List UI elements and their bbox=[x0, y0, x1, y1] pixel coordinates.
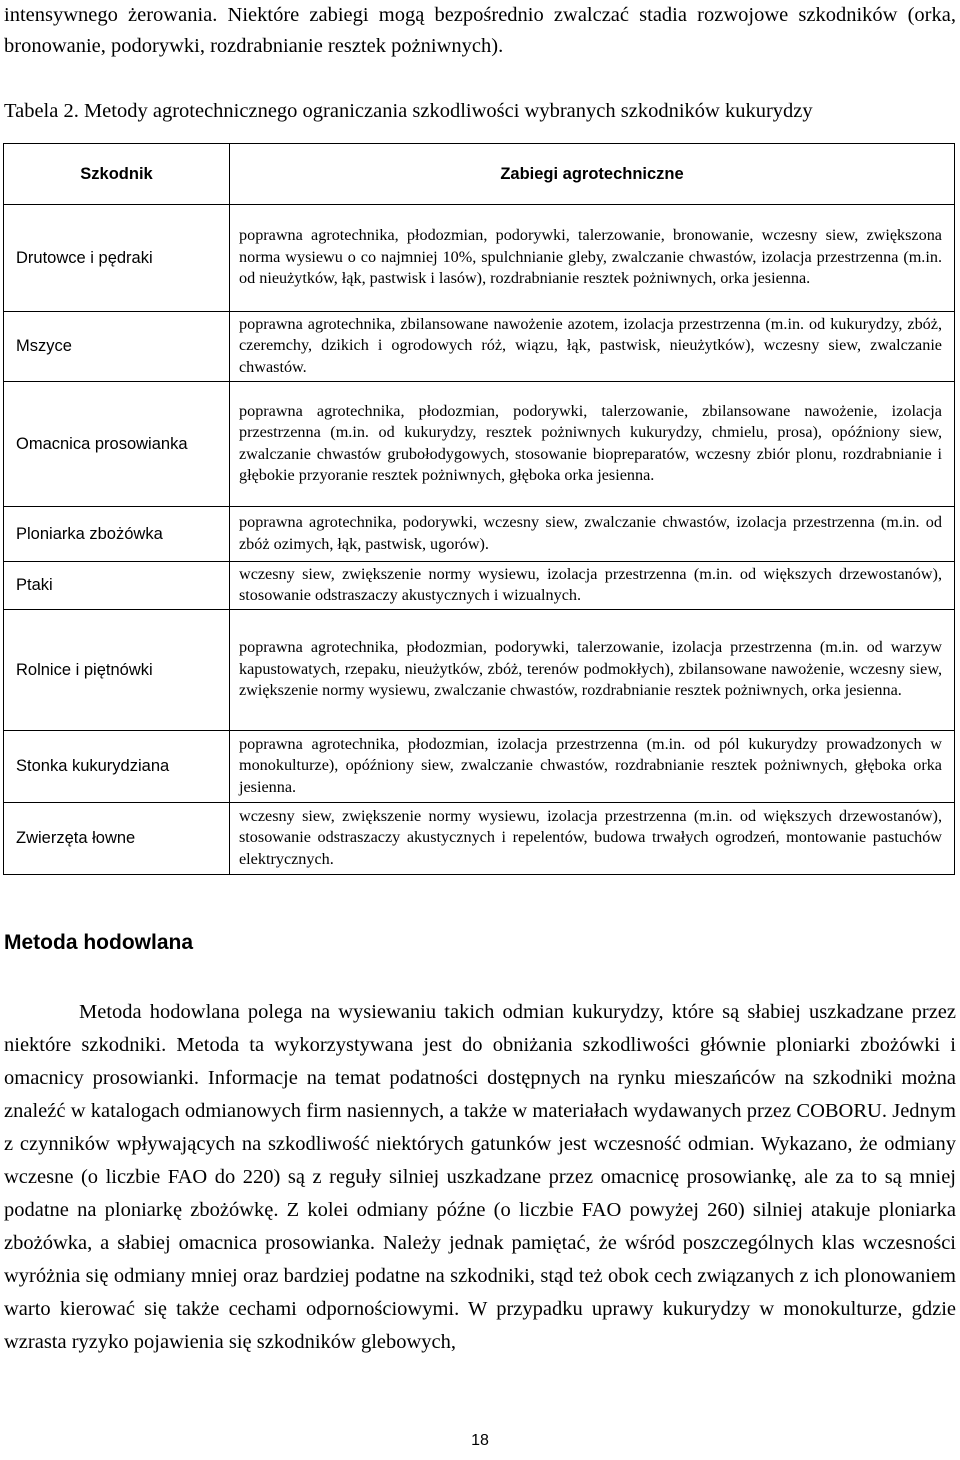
methods-cell: poprawna agrotechnika, płodozmian, podorywki, talerzowanie, izolacja przestrzenna (m.in. od warzyw kapustowatych, rzepaku, nieużytków, zbóż, terenów podmokłych), zbilansowane nawożenie, wczesny siew, zwiększenie normy wysiewu, zwalczanie chwastów, rozdrabnianie resztek pożniwnych, orka jesienna. bbox=[230, 610, 955, 731]
table-caption: Tabela 2. Metody agrotechnicznego ograniczania szkodliwości wybranych szkodników kukurydzy bbox=[4, 100, 813, 122]
table-row bbox=[4, 610, 955, 731]
pest-name-cell: Drutowce i pędraki bbox=[4, 205, 230, 312]
table-row bbox=[4, 731, 955, 803]
pest-name-cell: Rolnice i piętnówki bbox=[4, 610, 230, 731]
table-row bbox=[4, 205, 955, 312]
pest-name-cell: Ploniarka zbożówka bbox=[4, 507, 230, 562]
methods-cell: poprawna agrotechnika, płodozmian, izolacja przestrzenna (m.in. od pól kukurydzy prowadzonych w monokulturze), opóźniony siew, zwalczanie chwastów, rozdrabnianie resztek pożniwnych, głęboka orka jesienna. bbox=[230, 731, 955, 803]
table-row bbox=[4, 312, 955, 382]
pest-name-cell: Omacnica prosowianka bbox=[4, 382, 230, 507]
header-methods: Zabiegi agrotechniczne bbox=[230, 144, 955, 205]
pest-name-cell: Mszyce bbox=[4, 312, 230, 382]
methods-cell: poprawna agrotechnika, zbilansowane nawożenie azotem, izolacja przestrzenna (m.in. od kukurydzy, zbóż, czeremchy, dzikich i ogrodowych róż, wiązu, łąk, pastwisk, nieużytków), wczesny siew, zwalczanie chwastów. bbox=[230, 312, 955, 382]
intro-paragraph: intensywnego żerowania. Niektóre zabiegi mogą bezpośrednio zwalczać stadia rozwojowe szkodników (orka, bronowanie, podorywki, rozdrabnianie resztek pożniwnych). bbox=[4, 4, 956, 57]
table-row bbox=[4, 562, 955, 610]
methods-cell: poprawna agrotechnika, podorywki, wczesny siew, zwalczanie chwastów, izolacja przestrzenna (m.in. od zbóż ozimych, łąk, pastwisk, ugorów). bbox=[230, 507, 955, 562]
section-paragraph: Metoda hodowlana polega na wysiewaniu takich odmian kukurydzy, które są słabiej uszkadzane przez niektóre szkodniki. Metoda ta wykorzystywana jest do obniżania szkodliwości głównie ploniarki zbożówki i omacnicy prosowianki. Informacje na temat podatności dostępnych na rynku mieszańców na szkodniki można znaleźć w katalogach odmianowych firm nasiennych, a także w materiałach wydawanych przez COBORU. Jednym z czynników wpływających na szkodliwość niektórych gatunków jest wczesność odmian. Wykazano, że odmiany wczesne (o liczbie FAO do 220) są z reguły silniej uszkadzane przez omacnicę prosowiankę, ale za to są mniej podatne na ploniarkę zbożówkę. Z kolei odmiany późne (o liczbie FAO powyżej 260) silniej atakuje ploniarka zbożówka, a słabiej omacnica prosowianka. Należy jednak pamiętać, że wśród poszczególnych klas wczesności wyróżnia się odmiany mniej oraz bardziej podatne na szkodniki, stąd też obok cech związanych z ich plonowaniem warto kierować się także cechami odpornościowymi. W przypadku uprawy kukurydzy w monokulturze, gdzie wzrasta ryzyko pojawienia się szkodników glebowych, bbox=[4, 1001, 956, 1353]
section-heading: Metoda hodowlana bbox=[4, 931, 193, 954]
table-row bbox=[4, 382, 955, 507]
header-pest: Szkodnik bbox=[4, 144, 230, 205]
table-row bbox=[4, 803, 955, 875]
pest-methods-table bbox=[3, 143, 955, 875]
methods-cell: poprawna agrotechnika, płodozmian, podorywki, talerzowanie, bronowanie, wczesny siew, zwiększona norma wysiewu o co najmniej 10%, spulchnianie gleby, zwalczanie chwastów, izolacja przestrzenna (m.in. od nieużytków, łąk, pastwisk i lasów), rozdrabnianie resztek pożniwnych, orka jesienna. bbox=[230, 205, 955, 312]
page-number: 18 bbox=[471, 1432, 489, 1449]
pest-name-cell: Ptaki bbox=[4, 562, 230, 610]
table-header-row bbox=[4, 144, 955, 205]
methods-cell: poprawna agrotechnika, płodozmian, podorywki, talerzowanie, zbilansowane nawożenie, izolacja przestrzenna (m.in. od kukurydzy, resztek pożniwnych kukurydzy, chmielu, prosa), opóźniony siew, zwalczanie chwastów grubołodygowych, stosowanie biopreparatów, wczesny zbiór plonu, rozdrabnianie i głębokie przyoranie resztek pożniwnych, głęboka orka jesienna. bbox=[230, 382, 955, 507]
pest-name-cell: Stonka kukurydziana bbox=[4, 731, 230, 803]
methods-cell: wczesny siew, zwiększenie normy wysiewu, izolacja przestrzenna (m.in. od większych drzewostanów), stosowanie odstraszaczy akustycznych i repelentów, budowa trwałych ogrodzeń, montowanie pastuchów elektrycznych. bbox=[230, 803, 955, 875]
pest-name-cell: Zwierzęta łowne bbox=[4, 803, 230, 875]
methods-cell: wczesny siew, zwiększenie normy wysiewu, izolacja przestrzenna (m.in. od większych drzewostanów), stosowanie odstraszaczy akustycznych i wizualnych. bbox=[230, 562, 955, 610]
table-row bbox=[4, 507, 955, 562]
